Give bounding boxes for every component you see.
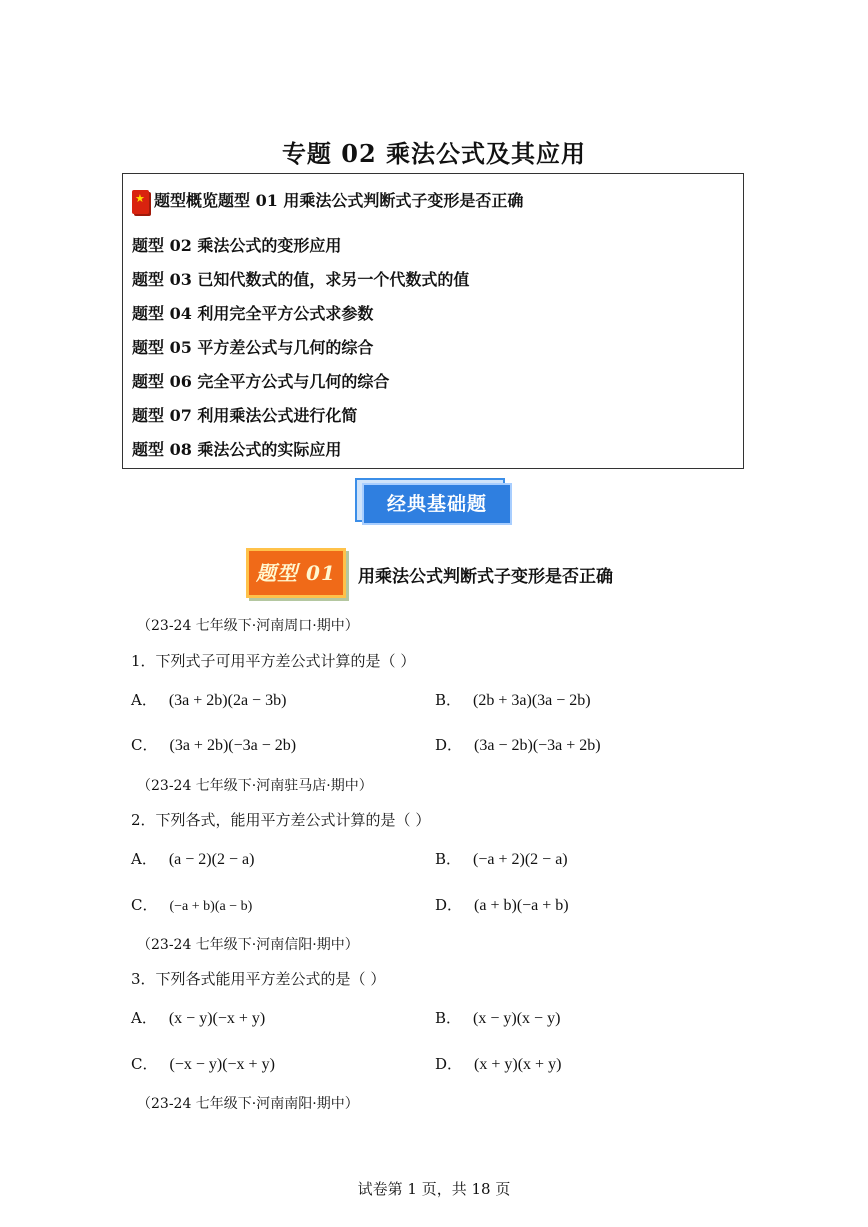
option-expression: (2b + 3a)(3a − 2b): [473, 692, 591, 709]
option-expression: (−a + 2)(2 − a): [473, 851, 568, 868]
option-expression: (−x − y)(−x + y): [169, 1056, 275, 1073]
option-expression: (−a + b)(a − b): [169, 899, 253, 914]
question-type-badge: 题型 01: [246, 548, 346, 598]
option-a: A． (x − y)(−x + y): [131, 1009, 266, 1027]
question-type-title: 用乘法公式判断式子变形是否正确: [358, 567, 613, 587]
option-c: C． (−x − y)(−x + y): [131, 1055, 275, 1073]
option-b: B． (2b + 3a)(3a − 2b): [435, 691, 591, 709]
option-d: D． (3a − 2b)(−3a + 2b): [435, 736, 601, 754]
option-expression: (x − y)(−x + y): [168, 1010, 266, 1027]
option-expression: (3a − 2b)(−3a + 2b): [474, 737, 601, 754]
toc-item-03: 题型 03 已知代数式的值，求另一个代数式的值: [132, 270, 470, 289]
option-c: C． (−a + b)(a − b): [131, 896, 253, 914]
section-banner-label: 经典基础题: [362, 483, 512, 525]
question-source: （23-24 七年级下·河南信阳·期中）: [137, 937, 359, 953]
section-banner: [355, 478, 515, 530]
option-b: B． (−a + 2)(2 − a): [435, 850, 568, 868]
option-c: C． (3a + 2b)(−3a − 2b): [131, 736, 297, 754]
toc-item-05: 题型 05 平方差公式与几何的综合: [132, 338, 374, 357]
toc-item-07: 题型 07 利用乘法公式进行化简: [132, 406, 358, 425]
toc-item-01: ★ 题型概览题型 01 用乘法公式判断式子变形是否正确: [132, 188, 523, 214]
question-stem: 1．下列式子可用平方差公式计算的是（ ）: [131, 652, 416, 670]
page-title: 专题 02 乘法公式及其应用: [281, 139, 587, 168]
option-b: B． (x − y)(x − y): [435, 1009, 561, 1027]
flag-icon: ★: [132, 190, 149, 214]
option-expression: (x + y)(x + y): [474, 1056, 562, 1073]
toc-item-08: 题型 08 乘法公式的实际应用: [132, 440, 342, 459]
toc-item-06: 题型 06 完全平方公式与几何的综合: [132, 372, 390, 391]
option-expression: (x − y)(x − y): [473, 1010, 561, 1027]
option-expression: (3a + 2b)(2a − 3b): [168, 692, 287, 709]
question-stem: 3．下列各式能用平方差公式的是（ ）: [131, 970, 386, 988]
question-source: （23-24 七年级下·河南周口·期中）: [137, 618, 359, 634]
option-d: D． (a + b)(−a + b): [435, 896, 569, 914]
topic-overview-box: [122, 173, 744, 469]
option-expression: (a − 2)(2 − a): [168, 851, 255, 868]
option-d: D． (x + y)(x + y): [435, 1055, 562, 1073]
question-source: （23-24 七年级下·河南驻马店·期中）: [137, 778, 373, 794]
option-expression: (a + b)(−a + b): [474, 897, 569, 914]
toc-item-04: 题型 04 利用完全平方公式求参数: [132, 304, 374, 323]
option-a: A． (a − 2)(2 − a): [131, 850, 255, 868]
option-a: A． (3a + 2b)(2a − 3b): [131, 691, 287, 709]
option-expression: (3a + 2b)(−3a − 2b): [169, 737, 297, 754]
question-stem: 2．下列各式，能用平方差公式计算的是（ ）: [131, 811, 431, 829]
toc-item-02: 题型 02 乘法公式的变形应用: [132, 236, 342, 255]
question-source: （23-24 七年级下·河南南阳·期中）: [137, 1096, 359, 1112]
page-footer: 试卷第 1 页，共 18 页: [357, 1180, 511, 1198]
